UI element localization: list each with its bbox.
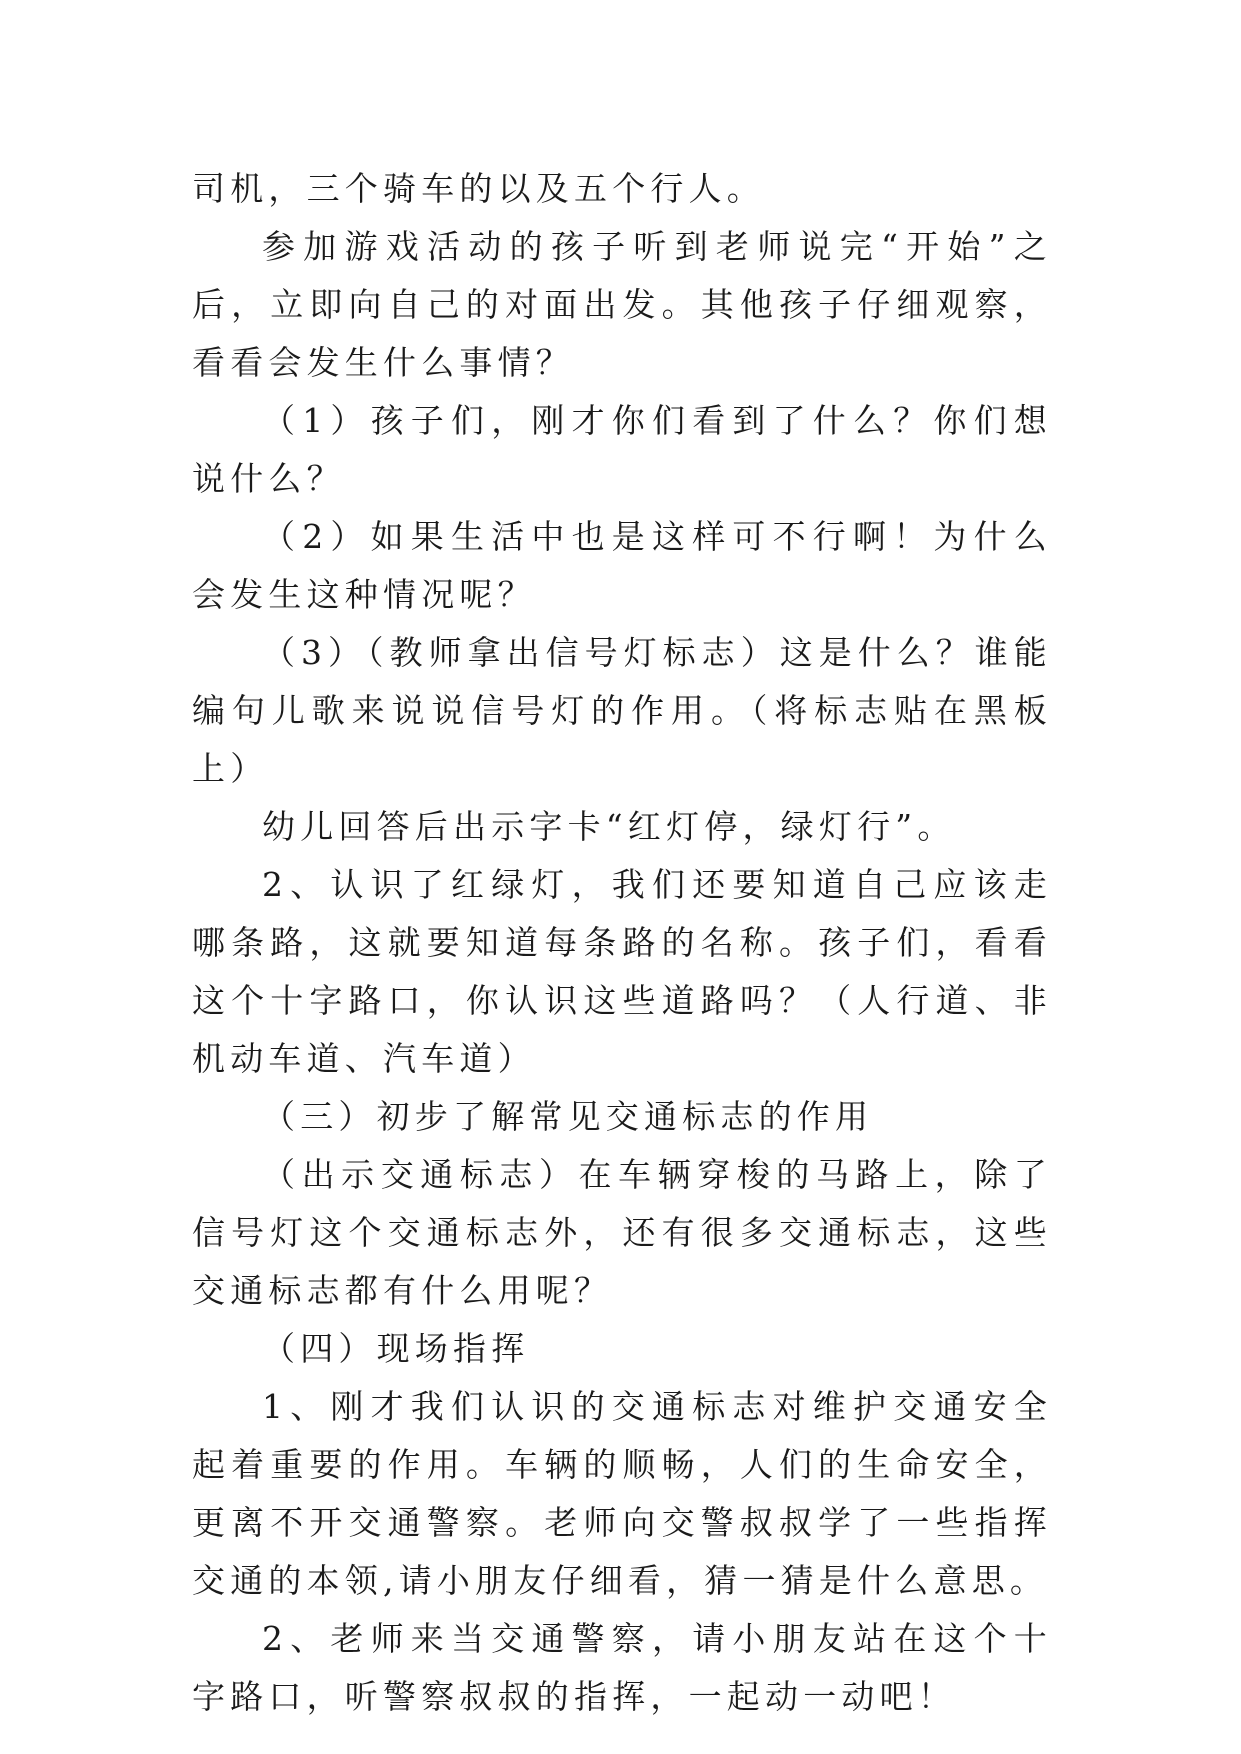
paragraph: 司机，三个骑车的以及五个行人。 [192, 169, 765, 208]
paragraph: 2、认识了红绿灯，我们还要知道自己应该走哪条路，这就要知道每条路的名称。孩子们，看看这个十字路口，你认识这些道路吗？（人行道、非机动车道、汽车道） [192, 865, 1052, 1078]
section-heading: （三）初步了解常见交通标志的作用 [262, 1097, 874, 1136]
document-body [192, 160, 1052, 1726]
section-heading: （四）现场指挥 [262, 1329, 530, 1368]
paragraph: （3）（教师拿出信号灯标志）这是什么？谁能编句儿歌来说说信号灯的作用。（将标志贴在黑板上） [192, 633, 1052, 788]
paragraph: （1）孩子们，刚才你们看到了什么？你们想说什么？ [192, 401, 1052, 498]
paragraph: （出示交通标志）在车辆穿梭的马路上，除了信号灯这个交通标志外，还有很多交通标志，这些交通标志都有什么用呢？ [192, 1155, 1052, 1310]
paragraph: 2、老师来当交通警察，请小朋友站在这个十字路口，听警察叔叔的指挥，一起动一动吧！ [192, 1619, 1052, 1716]
paragraph: 幼儿回答后出示字卡“红灯停，绿灯行”。 [262, 807, 956, 846]
paragraph: 参加游戏活动的孩子听到老师说完“开始”之后，立即向自己的对面出发。其他孩子仔细观察，看看会发生什么事情？ [192, 227, 1052, 382]
paragraph: 1、刚才我们认识的交通标志对维护交通安全起着重要的作用。车辆的顺畅，人们的生命安全，更离不开交通警察。老师向交警叔叔学了一些指挥交通的本领,请小朋友仔细看，猜一猜是什么意思。 [192, 1387, 1052, 1600]
paragraph: （2）如果生活中也是这样可不行啊！为什么会发生这种情况呢？ [192, 517, 1052, 614]
